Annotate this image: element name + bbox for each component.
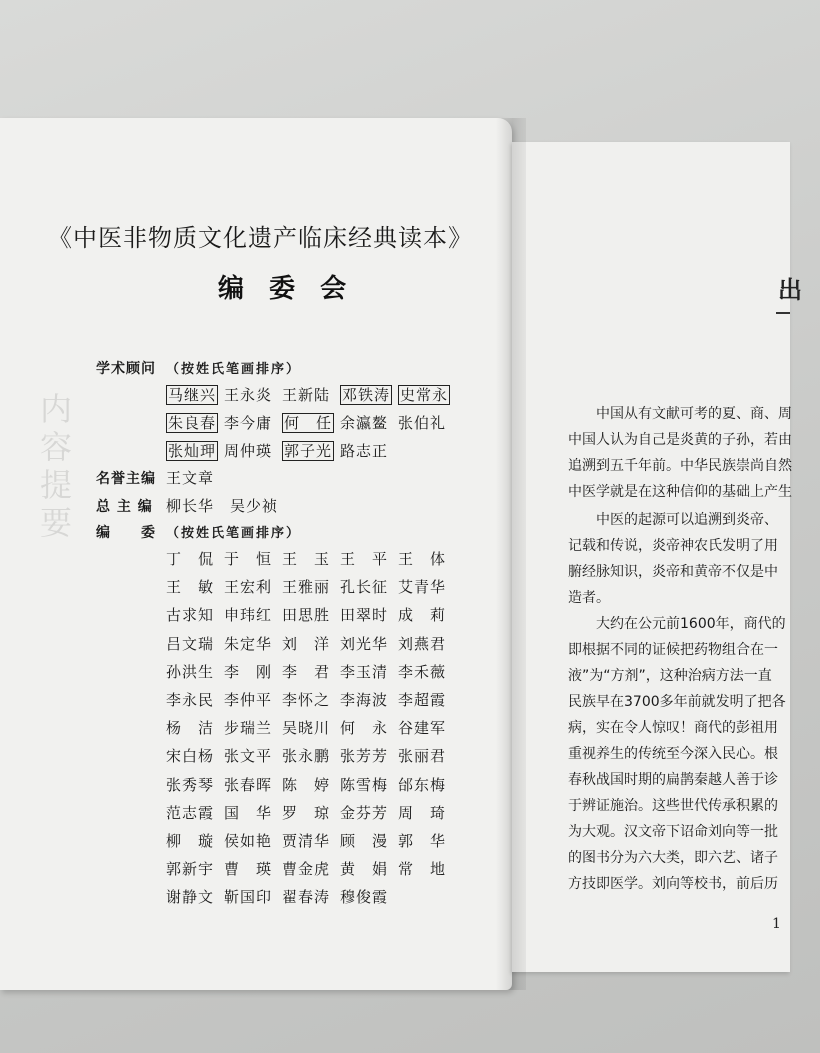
board-member-name: 朱定华 xyxy=(224,634,273,653)
board-member-name: 陈 婷 xyxy=(282,775,331,794)
advisor-name-boxed: 张灿玾 xyxy=(168,442,217,460)
board-member-name: 田翠时 xyxy=(340,606,389,625)
board-member-name: 张芳芳 xyxy=(340,747,389,766)
board-member-name: 李超霞 xyxy=(398,691,447,709)
right-page-line: 追溯到五千年前。中华民族崇尚自然 xyxy=(568,458,792,474)
editorial-board-note: （按姓氏笔画排序） xyxy=(166,526,302,541)
committee-heading: 编 委 会 xyxy=(218,274,355,304)
board-row xyxy=(166,633,456,654)
board-member-name: 刘 洋 xyxy=(282,634,331,653)
honorary-editor-label: 名誉主编 xyxy=(96,471,156,487)
board-member-name: 王 敏 xyxy=(166,578,215,597)
advisor-name-boxed: 马继兴 xyxy=(168,386,217,404)
board-member-name: 古求知 xyxy=(166,606,215,625)
board-member-name: 李 刚 xyxy=(224,662,273,681)
advisor-name-boxed: 朱良春 xyxy=(168,414,217,432)
board-member-name: 吴晓川 xyxy=(282,719,331,738)
right-page-line: 大约在公元前1600年，商代的 xyxy=(596,616,786,632)
board-member-name: 王 平 xyxy=(340,550,389,568)
advisors-label: 学术顾问 xyxy=(96,361,156,377)
board-member-name: 贾清华 xyxy=(282,832,331,850)
chief-editors-names: 柳长华 吴少祯 xyxy=(166,497,279,515)
advisor-name: 王新陆 xyxy=(282,386,331,404)
chief-editors-label: 总 主 编 xyxy=(96,499,153,515)
right-page-line: 中医学就是在这种信仰的基础上产生 xyxy=(568,484,792,500)
board-member-name: 张永鹏 xyxy=(282,747,331,766)
board-member-name: 杨 洁 xyxy=(166,719,215,738)
board-member-name: 田思胜 xyxy=(282,606,331,625)
right-page-line: 腑经脉知识，炎帝和黄帝不仅是中 xyxy=(568,564,778,580)
board-member-name: 刘光华 xyxy=(340,634,389,653)
board-member-name: 李海波 xyxy=(340,691,389,709)
board-member-name: 步瑞兰 xyxy=(224,719,273,738)
board-row xyxy=(166,548,456,569)
board-member-name: 李 君 xyxy=(282,662,331,681)
board-member-name: 黄 娟 xyxy=(340,860,389,879)
right-page-line: 重视养生的传统至今深入民心。根 xyxy=(568,746,778,762)
right-page-header-rule xyxy=(776,312,790,314)
right-page-line: 造者。 xyxy=(568,590,610,606)
board-member-name: 刘燕君 xyxy=(398,634,447,653)
board-member-name: 李玉清 xyxy=(340,662,389,681)
board-member-name: 邰东梅 xyxy=(398,775,447,794)
board-member-name: 张文平 xyxy=(224,747,273,766)
right-page-header-char: 出 xyxy=(778,275,802,304)
board-row xyxy=(166,745,456,766)
board-member-name: 丁 侃 xyxy=(166,550,215,568)
advisor-row xyxy=(166,384,456,405)
board-row xyxy=(166,576,456,597)
board-row xyxy=(166,830,456,851)
board-member-name: 国 华 xyxy=(224,803,273,822)
board-member-name: 宋白杨 xyxy=(166,747,215,766)
board-member-name: 柳 璇 xyxy=(166,832,215,850)
board-row xyxy=(166,886,398,907)
board-member-name: 曹 瑛 xyxy=(224,860,273,879)
board-member-name: 艾青华 xyxy=(398,578,447,597)
board-member-name: 王 体 xyxy=(398,550,447,568)
board-member-name: 李禾薇 xyxy=(398,662,447,681)
board-member-name: 曹金虎 xyxy=(282,860,331,879)
board-member-name: 李怀之 xyxy=(282,691,331,709)
advisors-note: （按姓氏笔画排序） xyxy=(166,362,302,377)
board-member-name: 何 永 xyxy=(340,719,389,738)
board-member-name: 罗 琼 xyxy=(282,803,331,822)
right-page-line: 液”为“方剂”，这种治病方法一直 xyxy=(568,668,772,684)
advisor-name-boxed: 史常永 xyxy=(400,386,449,404)
board-member-name: 成 莉 xyxy=(398,606,447,625)
board-member-name: 张秀琴 xyxy=(166,775,215,794)
board-member-name: 郭 华 xyxy=(398,832,447,850)
advisor-name: 张伯礼 xyxy=(398,414,447,432)
board-member-name: 范志霞 xyxy=(166,803,215,822)
board-member-name: 申玮红 xyxy=(224,606,273,625)
board-member-name: 李仲平 xyxy=(224,691,273,709)
advisor-row xyxy=(166,440,398,461)
board-member-name: 穆俊霞 xyxy=(340,888,389,907)
book-title: 《中医非物质文化遗产临床经典读本》 xyxy=(48,224,473,252)
advisor-name: 李今庸 xyxy=(224,414,273,432)
board-member-name: 周 琦 xyxy=(398,803,447,822)
board-member-name: 常 地 xyxy=(398,860,447,879)
advisor-row xyxy=(166,412,456,433)
board-member-name: 翟春涛 xyxy=(282,888,331,907)
right-page-line: 中国从有文献可考的夏、商、周 xyxy=(596,406,792,422)
board-row xyxy=(166,858,456,879)
right-page-line: 春秋战国时期的扁鹊秦越人善于诊 xyxy=(568,772,778,788)
right-page-line: 病，实在令人惊叹！商代的彭祖用 xyxy=(568,720,778,736)
right-page-line: 民族早在3700多年前就发明了把各 xyxy=(568,694,786,710)
board-member-name: 郭新宇 xyxy=(166,860,215,879)
board-member-name: 吕文瑞 xyxy=(166,634,215,653)
advisor-name: 周仲瑛 xyxy=(224,442,273,460)
bleed-through-vertical-text: 内容提要 xyxy=(40,390,73,542)
right-page-line: 方技即医学。刘向等校书，前后历 xyxy=(568,876,778,892)
board-member-name: 谷建军 xyxy=(398,719,447,738)
board-member-name: 靳国印 xyxy=(224,888,273,907)
board-member-name: 王雅丽 xyxy=(282,578,331,597)
board-row xyxy=(166,604,456,625)
right-page-line: 即根据不同的证候把药物组合在一 xyxy=(568,642,778,658)
right-page-line: 的图书分为六大类，即六艺、诸子 xyxy=(568,850,778,866)
board-member-name: 于 恒 xyxy=(224,550,273,568)
right-page-line: 中国人认为自己是炎黄的子孙，若由 xyxy=(568,432,792,448)
honorary-editor-names: 王文章 xyxy=(166,469,215,487)
board-row xyxy=(166,661,456,682)
right-page-line: 于辨证施治。这些世代传承积累的 xyxy=(568,798,778,814)
advisor-name-boxed: 何 任 xyxy=(284,414,333,432)
board-member-name: 王宏利 xyxy=(224,578,273,597)
board-member-name: 金芬芳 xyxy=(340,803,389,822)
board-member-name: 侯如艳 xyxy=(224,832,273,850)
advisor-name-boxed: 郭子光 xyxy=(284,442,333,460)
book-gutter-shadow xyxy=(496,118,526,990)
board-member-name: 张丽君 xyxy=(398,747,447,766)
board-row xyxy=(166,689,456,710)
advisor-name-boxed: 邓铁涛 xyxy=(342,386,391,404)
board-member-name: 顾 漫 xyxy=(340,832,389,850)
board-member-name: 陈雪梅 xyxy=(340,775,389,794)
right-page-line: 为大观。汉文帝下诏命刘向等一批 xyxy=(568,824,778,840)
board-member-name: 孙洪生 xyxy=(166,662,215,681)
right-page-line: 记载和传说，炎帝神农氏发明了用 xyxy=(568,538,778,554)
board-member-name: 李永民 xyxy=(166,691,215,709)
editorial-board-label: 编 委 xyxy=(96,525,156,541)
right-page-line: 中医的起源可以追溯到炎帝、 xyxy=(596,512,778,528)
advisor-name: 王永炎 xyxy=(224,386,273,404)
page-number: 1 xyxy=(772,916,781,932)
board-row xyxy=(166,802,456,823)
board-row xyxy=(166,774,456,795)
board-member-name: 孔长征 xyxy=(340,578,389,597)
board-row xyxy=(166,717,456,738)
advisor-name: 余瀛鳌 xyxy=(340,414,389,432)
board-member-name: 谢静文 xyxy=(166,888,215,907)
board-member-name: 王 玉 xyxy=(282,550,331,568)
advisor-name: 路志正 xyxy=(340,442,389,460)
board-member-name: 张春晖 xyxy=(224,775,273,794)
